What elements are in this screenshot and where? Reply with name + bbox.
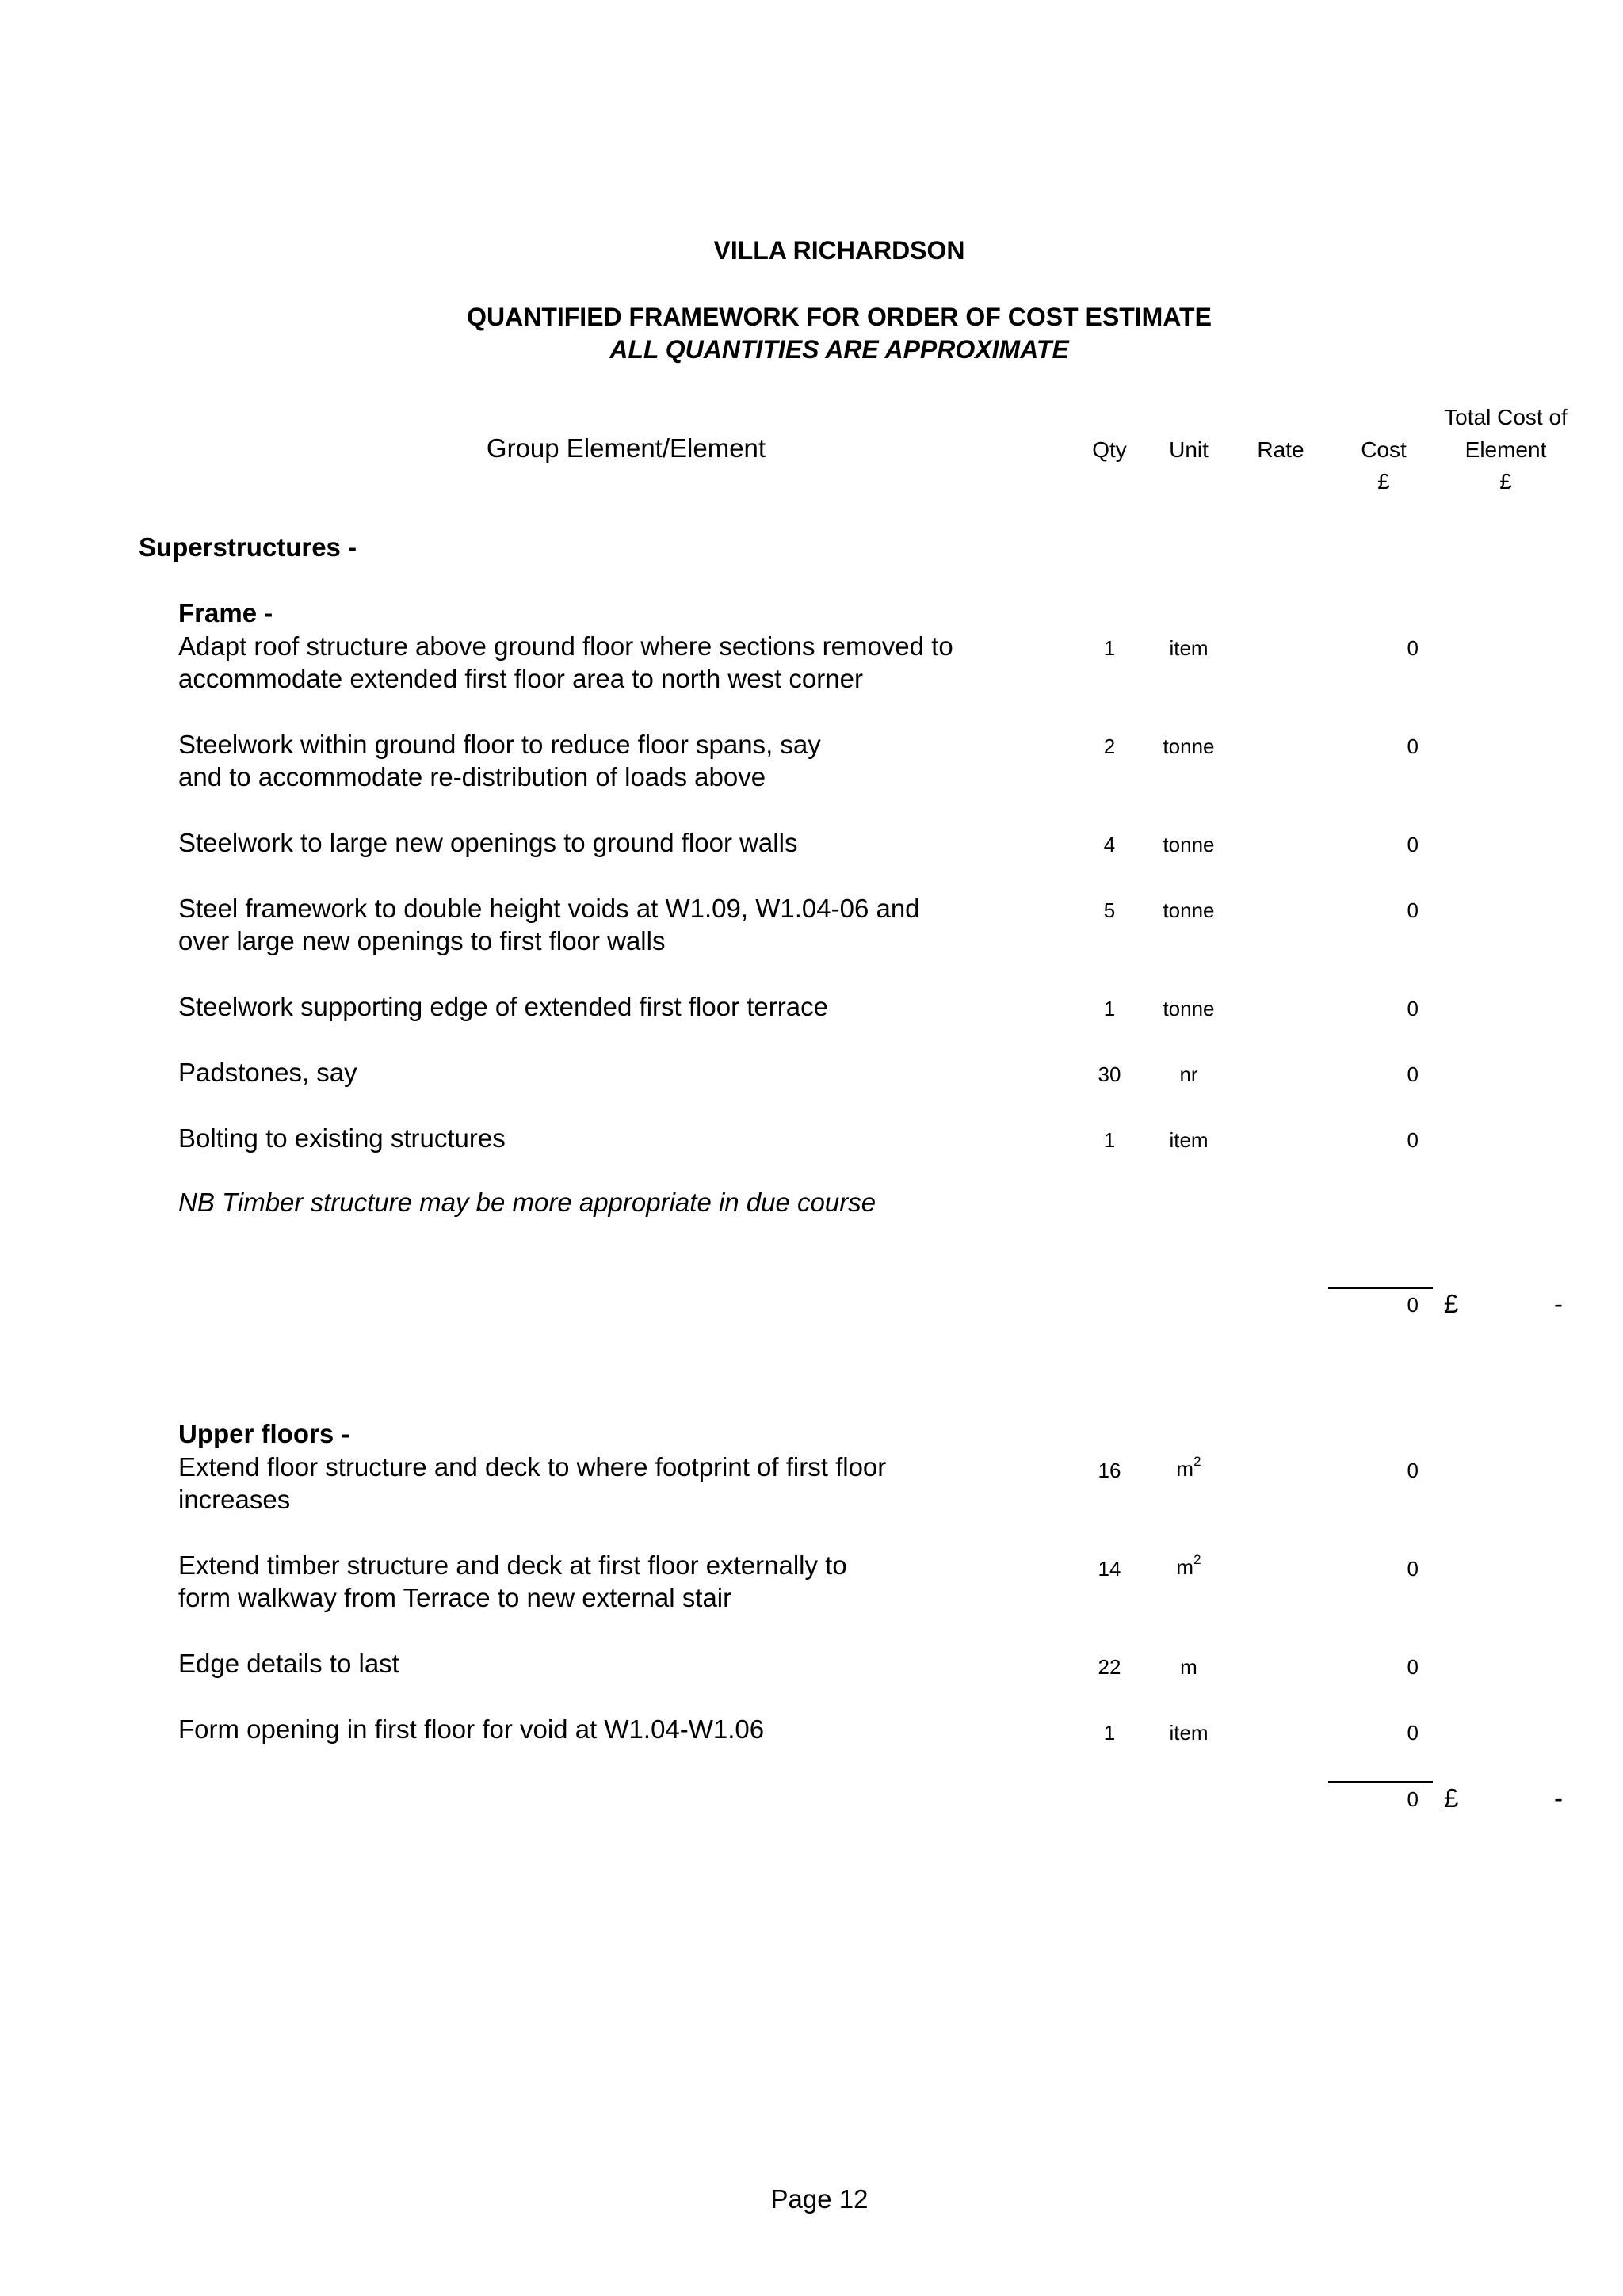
- section-title-frame: Frame -: [178, 598, 273, 627]
- unit-text: m: [1176, 1457, 1194, 1481]
- description-line: accommodate extended first floor area to north west corner: [178, 664, 863, 693]
- frame-item-unit: tonne: [1163, 833, 1215, 856]
- description-line: Steel framework to double height voids at W1.09, W1.04-06 and: [178, 894, 920, 923]
- upper-floors-item-qty: 14: [1098, 1557, 1121, 1581]
- frame-item-qty: 1: [1103, 1128, 1116, 1152]
- frame-item-cost: 0: [1407, 898, 1419, 922]
- description-line: Form opening in first floor for void at W1.04-W1.06: [178, 1714, 765, 1744]
- description-line: Padstones, say: [178, 1058, 357, 1087]
- upper-floors-subtotal-total: -: [1554, 1783, 1563, 1813]
- upper-floors-item-cost: 0: [1407, 1459, 1419, 1482]
- column-header-element: Group Element/Element: [486, 433, 766, 463]
- frame-item-qty: 1: [1103, 636, 1116, 660]
- frame-item-cost: 0: [1407, 997, 1419, 1020]
- description-line: Steelwork within ground floor to reduce floor spans, say: [178, 730, 821, 759]
- upper-floors-item-qty: 1: [1103, 1721, 1116, 1745]
- description-line: Bolting to existing structures: [178, 1123, 506, 1153]
- frame-item-description: [178, 892, 920, 957]
- document-subtitle: QUANTIFIED FRAMEWORK FOR ORDER OF COST ESTIMATE: [467, 303, 1212, 331]
- column-header-total-line2: Element: [1465, 437, 1547, 462]
- description-line: Adapt roof structure above ground floor where sections removed to: [178, 631, 953, 661]
- frame-item-cost: 0: [1407, 833, 1419, 856]
- group-title-superstructures: Superstructures -: [139, 532, 357, 562]
- frame-item-description: [178, 826, 797, 859]
- upper-floors-item-unit: m: [1180, 1655, 1197, 1679]
- quantities-note: ALL QUANTITIES ARE APPROXIMATE: [609, 335, 1069, 364]
- description-line: form walkway from Terrace to new external stair: [178, 1583, 732, 1612]
- description-line: over large new openings to first floor walls: [178, 926, 666, 955]
- project-title: VILLA RICHARDSON: [713, 236, 965, 265]
- description-line: Steelwork supporting edge of extended first floor terrace: [178, 992, 828, 1021]
- upper-floors-subtotal-rule: [1328, 1781, 1433, 1783]
- column-header-qty: Qty: [1092, 437, 1127, 462]
- upper-floors-item-description: [178, 1451, 886, 1516]
- frame-item-qty: 1: [1103, 997, 1116, 1020]
- frame-item-cost: 0: [1407, 636, 1419, 660]
- page-number: Page 12: [770, 2184, 869, 2214]
- frame-item-cost: 0: [1407, 1128, 1419, 1152]
- frame-subtotal-rule: [1328, 1287, 1433, 1289]
- upper-floors-item-description: [178, 1647, 399, 1680]
- upper-floors-item-cost: 0: [1407, 1655, 1419, 1679]
- frame-subtotal-currency: £: [1444, 1289, 1459, 1318]
- frame-item-qty: 2: [1103, 734, 1116, 758]
- upper-floors-item-description: [178, 1549, 847, 1614]
- frame-item-unit: item: [1169, 636, 1209, 660]
- frame-item-unit: nr: [1179, 1062, 1198, 1086]
- frame-item-unit: item: [1169, 1128, 1209, 1152]
- column-header-unit: Unit: [1169, 437, 1209, 462]
- description-line: increases: [178, 1485, 291, 1514]
- frame-item-description: [178, 1056, 357, 1089]
- frame-item-unit: tonne: [1163, 997, 1215, 1020]
- description-line: Edge details to last: [178, 1649, 399, 1678]
- upper-floors-item-cost: 0: [1407, 1721, 1419, 1745]
- frame-item-description: [178, 728, 821, 793]
- frame-subtotal-total: -: [1554, 1289, 1563, 1318]
- frame-item-qty: 30: [1098, 1062, 1121, 1086]
- description-line: Extend timber structure and deck at first floor externally to: [178, 1550, 847, 1580]
- frame-item-cost: 0: [1407, 1062, 1419, 1086]
- frame-item-description: [178, 990, 828, 1023]
- unit-superscript: 2: [1193, 1454, 1201, 1469]
- upper-floors-item-unit: item: [1169, 1721, 1209, 1745]
- frame-subtotal-cost: 0: [1407, 1293, 1419, 1317]
- description-line: Steelwork to large new openings to ground floor walls: [178, 828, 798, 857]
- description-line: Extend floor structure and deck to where footprint of first floor: [178, 1452, 887, 1482]
- description-line: and to accommodate re-distribution of loads above: [178, 762, 766, 791]
- frame-item-unit: tonne: [1163, 734, 1215, 758]
- frame-item-cost: 0: [1407, 734, 1419, 758]
- upper-floors-item-qty: 16: [1098, 1459, 1121, 1482]
- unit-superscript: 2: [1193, 1552, 1201, 1567]
- column-header-cost-currency: £: [1377, 469, 1390, 494]
- column-header-cost: Cost: [1361, 437, 1407, 462]
- upper-floors-subtotal-cost: 0: [1407, 1787, 1419, 1811]
- column-header-total-line1: Total Cost of: [1444, 405, 1568, 429]
- frame-item-description: [178, 1122, 506, 1154]
- frame-item-qty: 4: [1103, 833, 1116, 856]
- column-header-total-currency: £: [1499, 469, 1512, 494]
- unit-text: m: [1176, 1555, 1194, 1579]
- frame-item-unit: tonne: [1163, 898, 1215, 922]
- frame-item-description: [178, 630, 953, 695]
- upper-floors-item-qty: 22: [1098, 1655, 1121, 1679]
- upper-floors-subtotal-currency: £: [1444, 1783, 1459, 1813]
- frame-note: NB Timber structure may be more appropriate in due course: [178, 1188, 876, 1217]
- frame-item-qty: 5: [1103, 898, 1116, 922]
- upper-floors-item-description: [178, 1713, 764, 1745]
- upper-floors-item-cost: 0: [1407, 1557, 1419, 1581]
- section-title-upper-floors: Upper floors -: [178, 1419, 350, 1448]
- column-header-rate: Rate: [1257, 437, 1304, 462]
- upper-floors-item-unit: [1149, 1454, 1228, 1482]
- upper-floors-item-unit: [1149, 1552, 1228, 1580]
